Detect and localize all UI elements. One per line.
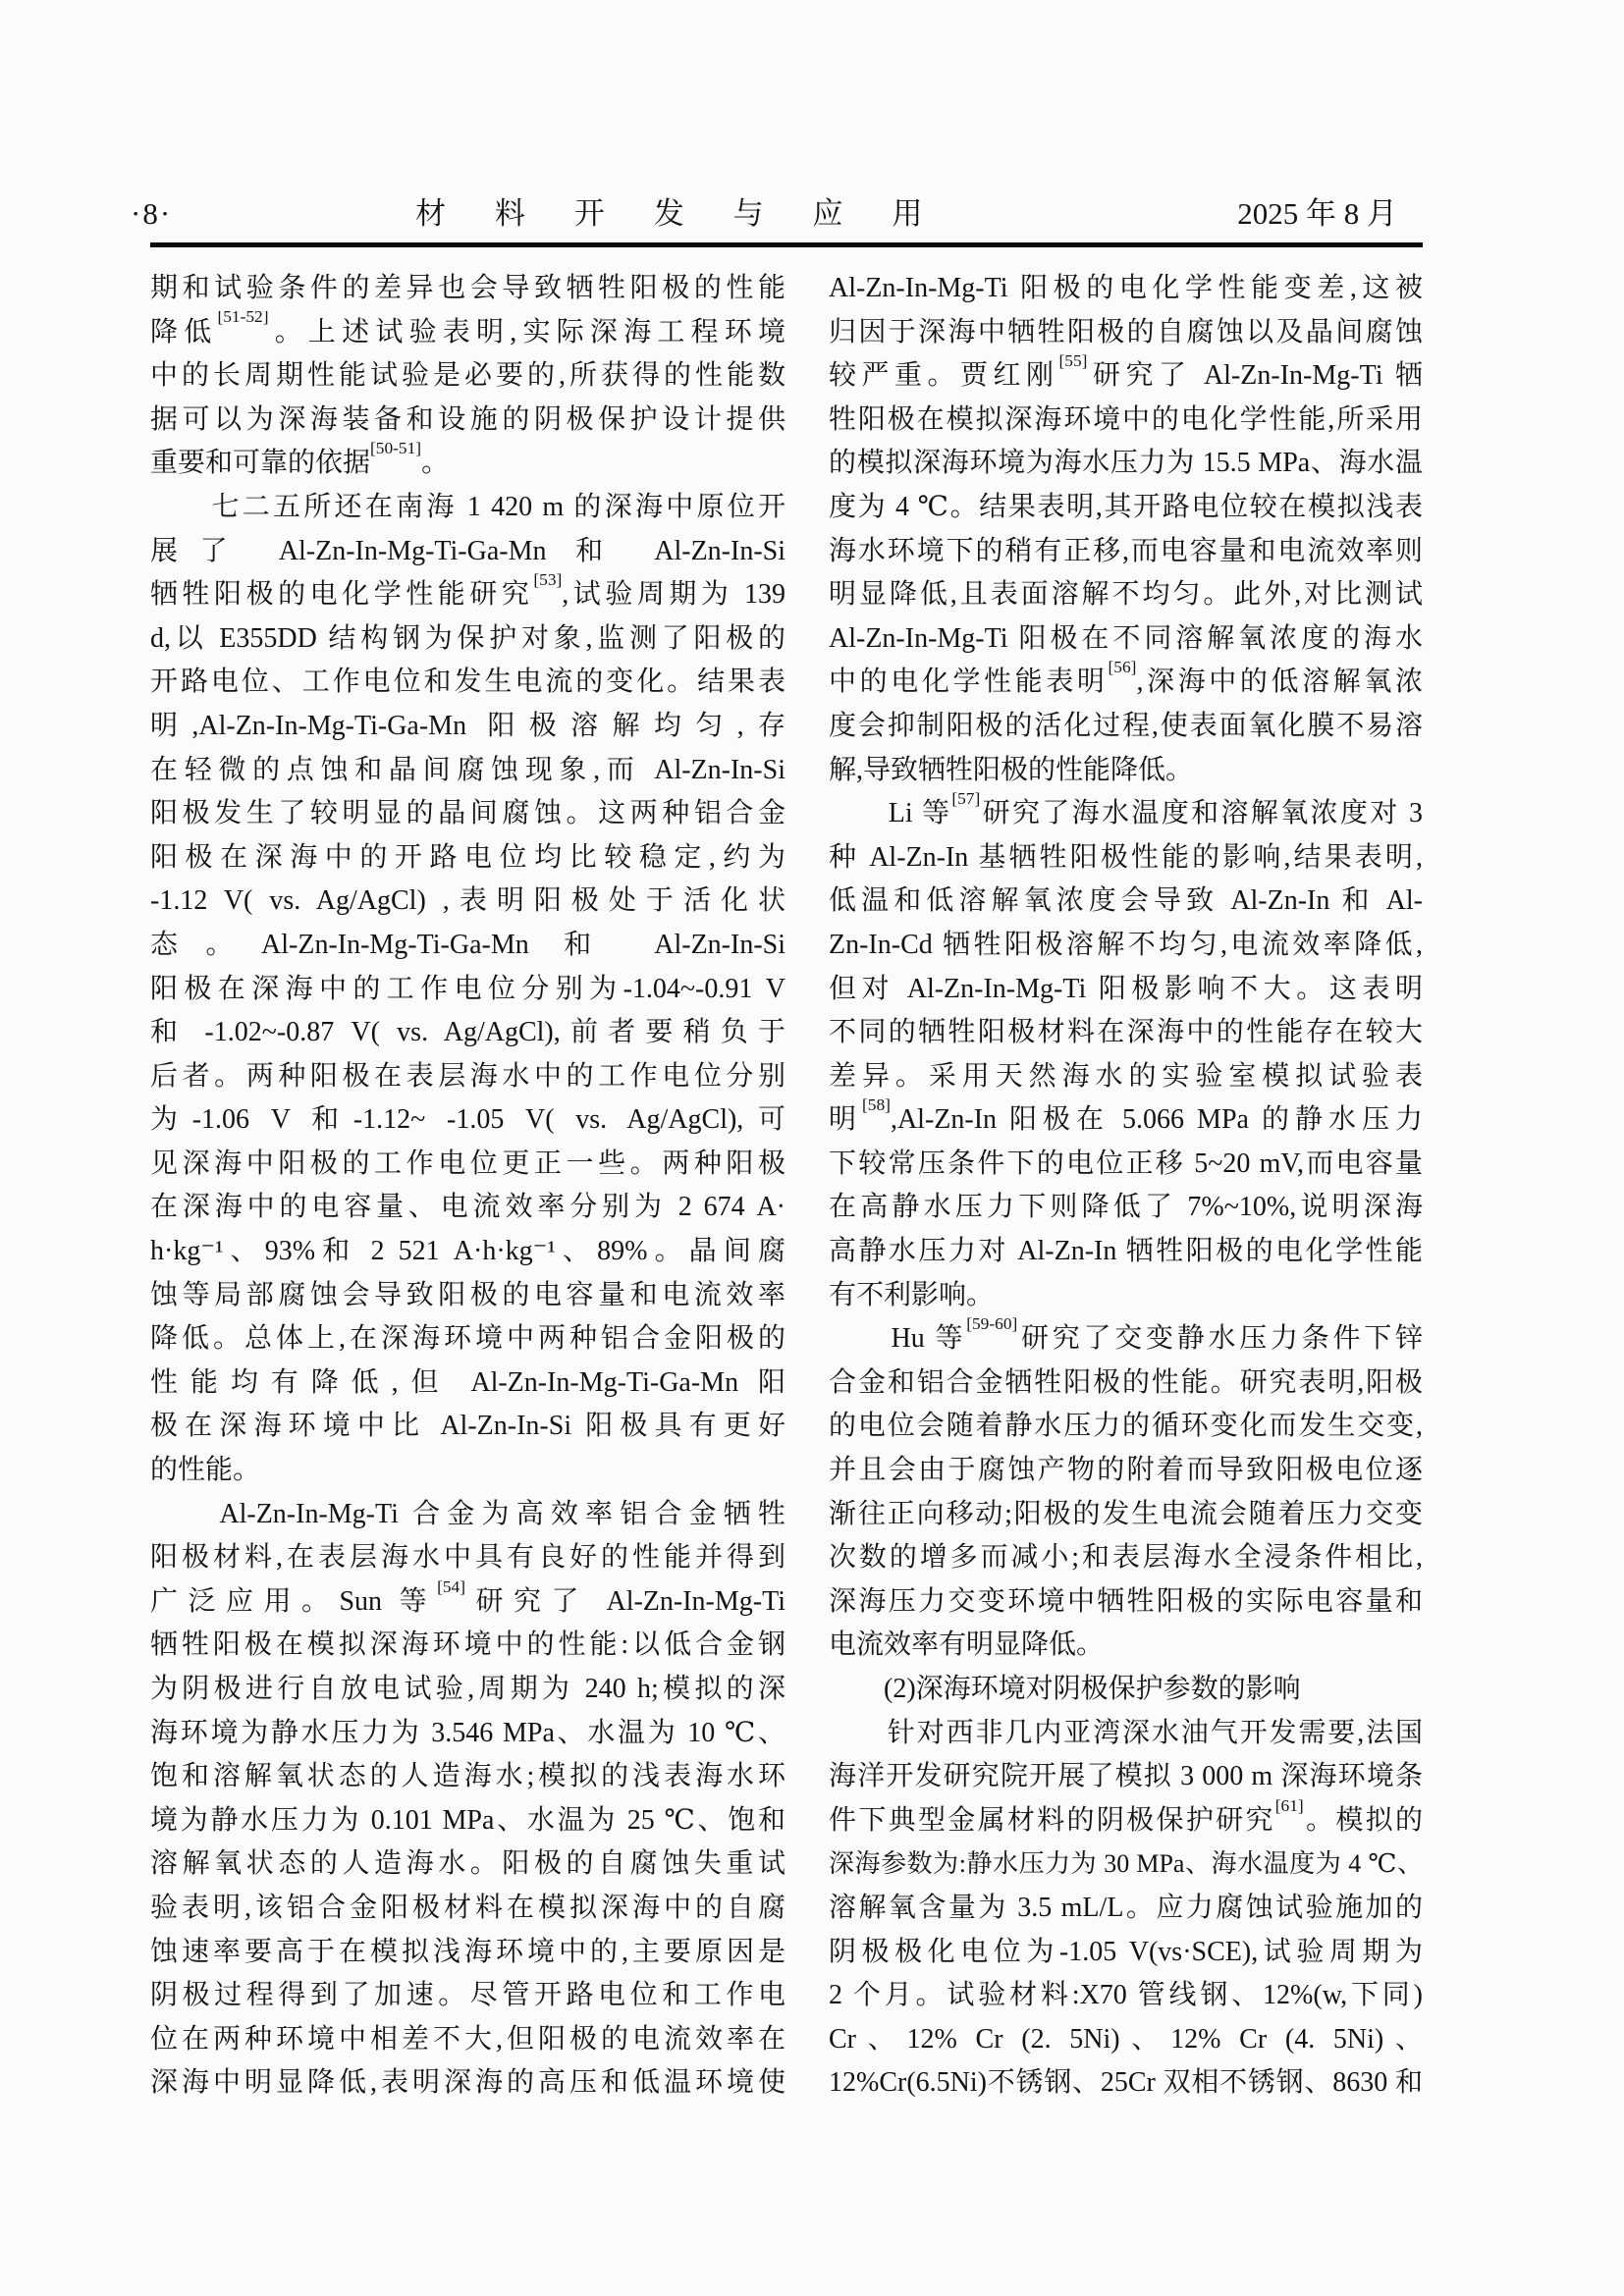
text-line: 中的电化学性能表明[56],深海中的低溶解氧浓	[829, 661, 1423, 705]
reference-superscript: [54]	[437, 1579, 465, 1596]
text-line: 12%Cr(6.5Ni)不锈钢、25Cr 双相不锈钢、8630 和	[829, 2067, 1423, 2099]
text-line: 在深海中的电容量、电流效率分别为 2 674 A·	[150, 1192, 785, 1223]
text-line: 低温和低溶解氧浓度会导致 Al-Zn-In 和 Al-	[829, 885, 1423, 917]
text-line: d,以 E355DD 结构钢为保护对象,监测了阳极的	[150, 622, 785, 654]
reference-superscript: [51-52]	[217, 310, 269, 327]
text-line: 极在深海环境中比 Al-Zn-In-Si 阳极具有更好	[150, 1411, 785, 1442]
reference-superscript: [50-51]	[370, 442, 422, 458]
reference-superscript: [55]	[1058, 354, 1088, 371]
text-line: Cr、12% Cr (2. 5Ni)、12% Cr (4. 5Ni)、	[829, 2023, 1423, 2055]
text-line: 位在两种环境中相差不大,但阳极的电流效率在	[150, 2023, 785, 2055]
text-line: 明[58],Al-Zn-In 阳极在 5.066 MPa 的静水压力	[829, 1098, 1423, 1143]
left-column	[150, 267, 785, 2106]
text-line: 溶解氧状态的人造海水。阳极的自腐蚀失重试	[150, 1848, 785, 1880]
text-line: -1.12 V( vs. Ag/AgCl) ,表明阳极处于活化状	[150, 885, 785, 917]
reference-superscript: [59-60]	[966, 1317, 1018, 1334]
text-line: 中的长周期性能试验是必要的,所获得的性能数	[150, 360, 785, 392]
text-line: 次数的增多而减小;和表层海水全浸条件相比,	[829, 1542, 1423, 1574]
journal-title: 材 料 开 发 与 应 用	[415, 196, 944, 231]
text-line: 重要和可靠的依据[50-51]。	[150, 442, 785, 486]
text-line: 为阴极进行自放电试验,周期为 240 h;模拟的深	[150, 1674, 785, 1704]
text-line: 较严重。贾红刚[55]研究了 Al-Zn-In-Mg-Ti 牺	[829, 354, 1423, 399]
text-line: 降低。总体上,在深海环境中两种铝合金阳极的	[150, 1323, 785, 1355]
text-line: 溶解氧含量为 3.5 mL/L。应力腐蚀试验施加的	[829, 1892, 1423, 1923]
text-line: 见深海中阳极的工作电位更正一些。两种阳极	[150, 1148, 785, 1179]
text-line: Zn-In-Cd 牺牲阳极溶解不均匀,电流效率降低,	[829, 929, 1423, 960]
text-line: 但对 Al-Zn-In-Mg-Ti 阳极影响不大。这表明	[829, 973, 1423, 1004]
text-line: 态。Al-Zn-In-Mg-Ti-Ga-Mn 和 Al-Zn-In-Si	[150, 929, 785, 960]
text-line: 明,Al-Zn-In-Mg-Ti-Ga-Mn 阳极溶解均匀,存	[150, 710, 785, 741]
text-line: 广泛应用。Sun 等[54]研究了 Al-Zn-In-Mg-Ti	[150, 1580, 785, 1625]
text-line: 性能均有降低,但 Al-Zn-In-Mg-Ti-Ga-Mn 阳	[150, 1366, 785, 1398]
text-line: 海水环境下的稍有正移,而电容量和电流效率则	[829, 535, 1423, 566]
text-line: 展了 Al-Zn-In-Mg-Ti-Ga-Mn 和 Al-Zn-In-Si	[150, 535, 785, 566]
text-line: 境为静水压力为 0.101 MPa、水温为 25 ℃、饱和	[150, 1804, 785, 1836]
text-line: 深海压力交变环境中牺牲阳极的实际电容量和	[829, 1585, 1423, 1617]
text-line: 据可以为深海装备和设施的阴极保护设计提供	[150, 403, 785, 435]
text-line: h·kg⁻¹、93%和 2 521 A·h·kg⁻¹、89%。晶间腐	[150, 1236, 785, 1267]
text-line: 期和试验条件的差异也会导致牺牲阳极的性能	[150, 273, 785, 303]
article-body	[150, 267, 1423, 2106]
text-line: 阳极发生了较明显的晶间腐蚀。这两种铝合金	[150, 798, 785, 829]
text-line: Al-Zn-In-Mg-Ti 合金为高效率铝合金牺牲	[150, 1498, 785, 1529]
text-line: 在高静水压力下则降低了 7%~10%,说明深海	[829, 1192, 1423, 1223]
right-column	[829, 267, 1423, 2106]
text-line: 深海中明显降低,表明深海的高压和低温环境使	[150, 2067, 785, 2099]
text-line: 差异。采用天然海水的实验室模拟试验表	[829, 1060, 1423, 1092]
text-line: 七二五所还在南海 1 420 m 的深海中原位开	[150, 491, 785, 522]
reference-superscript: [58]	[862, 1098, 891, 1115]
text-line: 种 Al-Zn-In 基牺牲阳极性能的影响,结果表明,	[829, 841, 1423, 873]
text-line: 阳极材料,在表层海水中具有良好的性能并得到	[150, 1542, 785, 1574]
text-line: 度为 4 ℃。结果表明,其开路电位较在模拟浅表	[829, 491, 1423, 522]
text-line: Hu 等[59-60]研究了交变静水压力条件下锌	[829, 1317, 1423, 1362]
text-line: 不同的牺牲阳极材料在深海中的性能存在较大	[829, 1017, 1423, 1048]
text-line: 为-1.06 V 和-1.12~ -1.05 V( vs. Ag/AgCl),可	[150, 1104, 785, 1136]
text-line: 验表明,该铝合金阳极材料在模拟深海中的自腐	[150, 1892, 785, 1923]
text-line: 的电位会随着静水压力的循环变化而发生交变,	[829, 1411, 1423, 1442]
issue-date: 2025 年 8 月	[1237, 196, 1397, 231]
text-line: Li 等[57]研究了海水温度和溶解氧浓度对 3	[829, 792, 1423, 836]
text-line: 海环境为静水压力为 3.546 MPa、水温为 10 ℃、	[150, 1717, 785, 1748]
text-line: 渐往正向移动;阳极的发生电流会随着压力交变	[829, 1498, 1423, 1529]
text-line: 降低[51-52]。上述试验表明,实际深海工程环境	[150, 311, 785, 355]
text-line: 蚀速率要高于在模拟浅海环境中的,主要原因是	[150, 1936, 785, 1967]
text-line: 归因于深海中牺牲阳极的自腐蚀以及晶间腐蚀	[829, 316, 1423, 347]
reference-superscript: [57]	[951, 792, 981, 808]
text-line: 牲阳极在模拟深海环境中的电化学性能,所采用	[829, 403, 1423, 435]
text-line: Al-Zn-In-Mg-Ti 阳极在不同溶解氧浓度的海水	[829, 622, 1423, 654]
text-line: 2 个月。试验材料:X70 管线钢、12%(w,下同)	[829, 1980, 1423, 2011]
text-line: 的性能。	[150, 1455, 261, 1486]
text-line: 高静水压力对 Al-Zn-In 牺牲阳极的电化学性能	[829, 1236, 1423, 1267]
text-line: 深海参数为:静水压力为 30 MPa、海水温度为 4 ℃、	[829, 1849, 1423, 1879]
text-line: 在轻微的点蚀和晶间腐蚀现象,而 Al-Zn-In-Si	[150, 754, 785, 785]
text-line: 并且会由于腐蚀产物的附着而导致阳极电位逐	[829, 1455, 1423, 1486]
text-line: 度会抑制阳极的活化过程,使表面氧化膜不易溶	[829, 710, 1423, 741]
text-line: 下较常压条件下的电位正移 5~20 mV,而电容量	[829, 1148, 1423, 1179]
reference-superscript: [56]	[1108, 661, 1137, 677]
text-line: 饱和溶解氧状态的人造海水;模拟的浅表海水环	[150, 1761, 785, 1792]
text-line: Al-Zn-In-Mg-Ti 阳极的电化学性能变差,这被	[829, 273, 1423, 303]
text-line: 阴极极化电位为-1.05 V(vs·SCE),试验周期为	[829, 1936, 1423, 1967]
text-line: 开路电位、工作电位和发生电流的变化。结果表	[150, 667, 785, 698]
text-line: 合金和铝合金牺牲阳极的性能。研究表明,阳极	[829, 1366, 1423, 1398]
text-line: 后者。两种阳极在表层海水中的工作电位分别	[150, 1060, 785, 1092]
text-line: (2)深海环境对阴极保护参数的影响	[829, 1674, 1301, 1704]
header-rule	[150, 242, 1423, 247]
reference-superscript: [61]	[1274, 1798, 1304, 1815]
text-line: 有不利影响。	[829, 1279, 995, 1310]
reference-superscript: [53]	[533, 573, 563, 590]
text-line: 解,导致牺牲阳极的性能降低。	[829, 754, 1194, 785]
text-line: 明显降低,且表面溶解不均匀。此外,对比测试	[829, 579, 1423, 611]
text-line: 针对西非几内亚湾深水油气开发需要,法国	[829, 1717, 1423, 1748]
text-line: 件下典型金属材料的阴极保护研究[61]。模拟的	[829, 1799, 1423, 1843]
page-number: ·8·	[131, 196, 173, 231]
text-line: 阴极过程得到了加速。尽管开路电位和工作电	[150, 1980, 785, 2011]
text-line: 牺牲阳极的电化学性能研究[53],试验周期为 139	[150, 573, 785, 617]
text-line: 阳极在深海中的工作电位分别为-1.04~-0.91 V	[150, 973, 785, 1004]
text-line: 电流效率有明显降低。	[829, 1629, 1105, 1661]
text-line: 蚀等局部腐蚀会导致阳极的电容量和电流效率	[150, 1279, 785, 1310]
page-header	[131, 192, 1423, 238]
text-line: 的模拟深海环境为海水压力为 15.5 MPa、海水温	[829, 448, 1423, 479]
text-line: 和 -1.02~-0.87 V( vs. Ag/AgCl),前者要稍负于	[150, 1017, 785, 1048]
text-line: 牺牲阳极在模拟深海环境中的性能:以低合金钢	[150, 1629, 785, 1661]
text-line: 阳极在深海中的开路电位均比较稳定,约为	[150, 841, 785, 873]
text-line: 海洋开发研究院开展了模拟 3 000 m 深海环境条	[829, 1761, 1423, 1792]
